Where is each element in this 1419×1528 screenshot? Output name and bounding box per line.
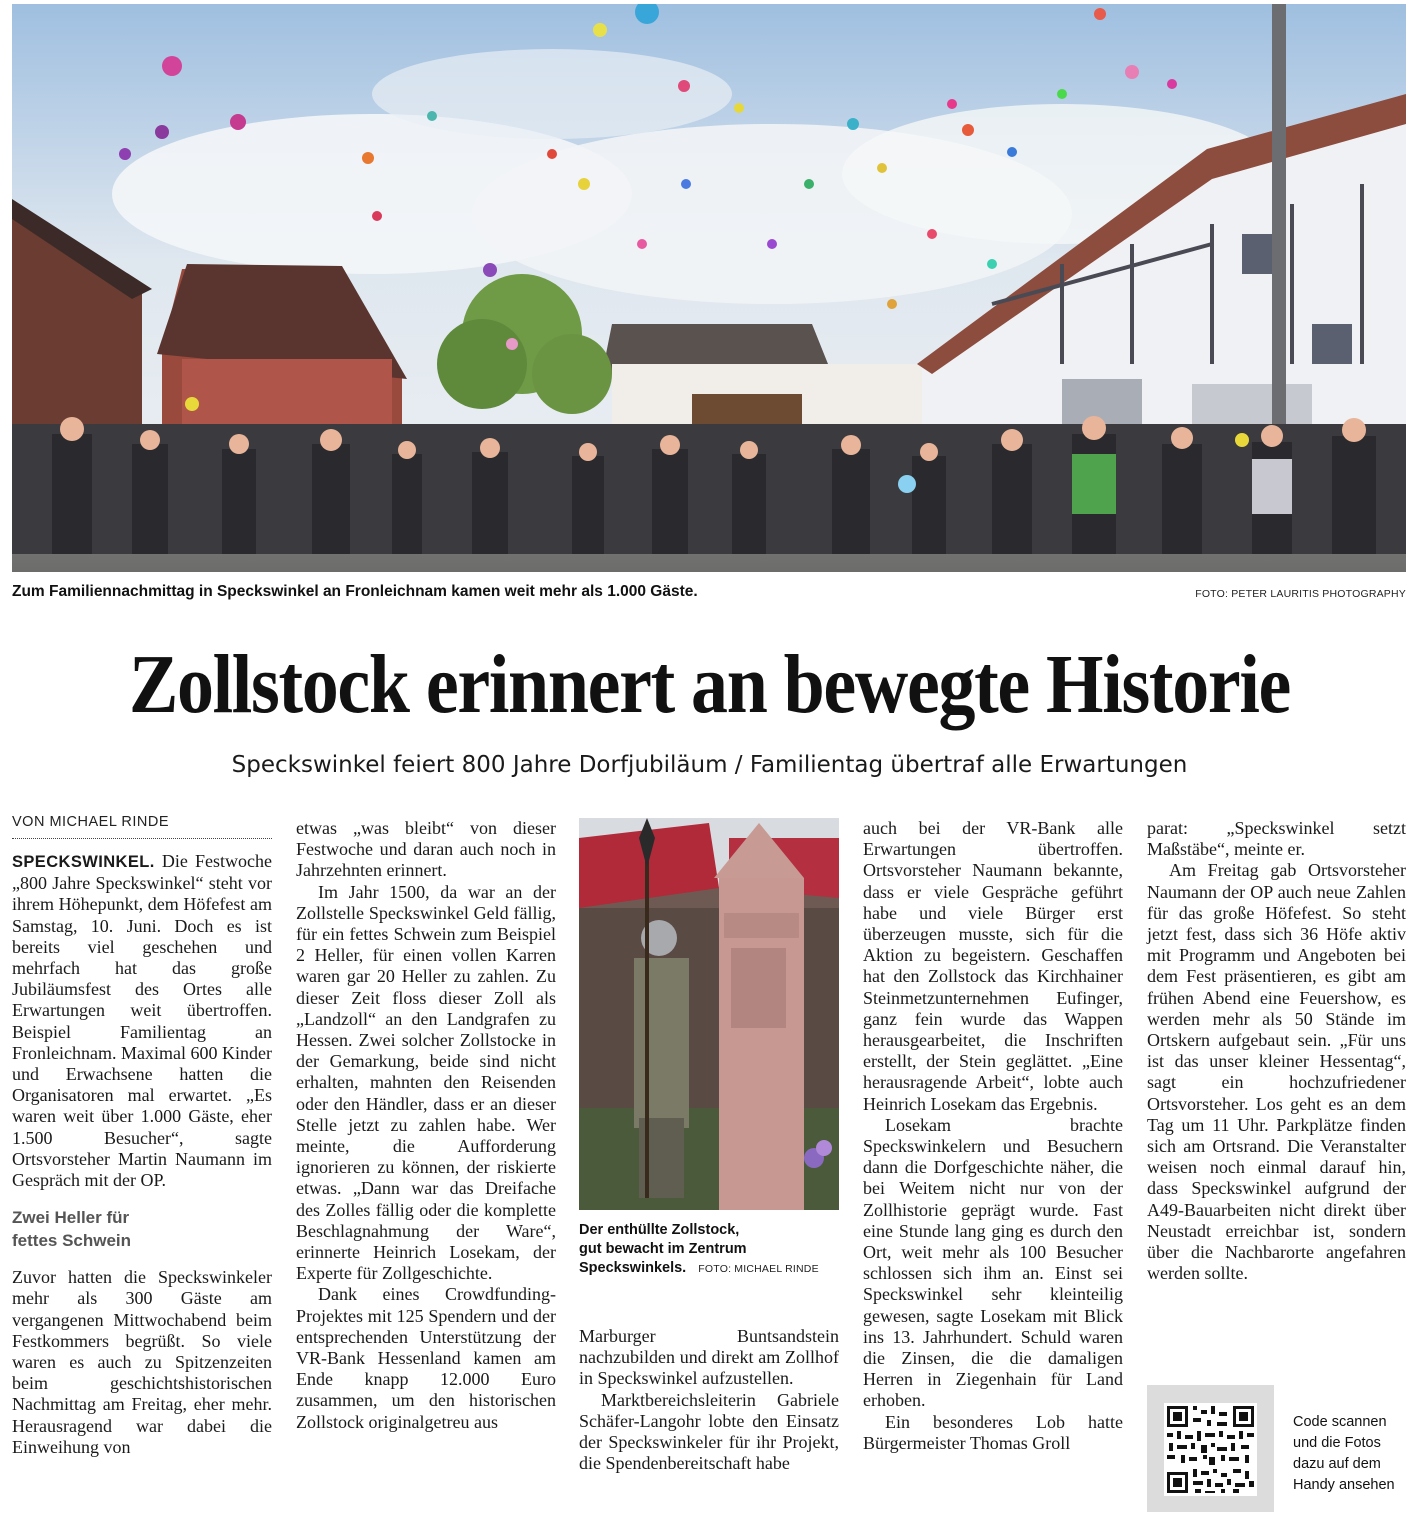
caption-line-1: Der enthüllte Zollstock,	[579, 1222, 740, 1238]
subheadline: Speckswinkel feiert 800 Jahre Dorfjubiläum / Familientag übertraf alle Erwartungen	[231, 752, 1188, 778]
paragraph: Am Freitag gab Ortsvorsteher Naumann der OP auch neue Zahlen für das große Höfefest. So steht jetzt fest, dass sich 36 Höfe aktiv mit Programm und Angeboten bei dem Fest präsentieren, es gibt am frühen Abend eine Feuershow, es werden mehr als 50 Stände im Ortskern aufgebaut sein. „Für uns ist das unser kleiner Hessentag“, sagt ein hochzufriedener Ortsvorsteher. Los geht es an dem Tag um 11 Uhr. Parkplätze finden sich am Ortsrand. Die Veranstalter weisen noch einmal darauf hin, dass Speckswinkel aufgrund der A49-Bauarbeiten nicht direkt über Neustadt erreichbar ist, sondern über die Nachbarorte angefahren werden sollte.	[1147, 860, 1406, 1284]
headline: Zollstock erinnert an bewegte Historie	[128, 638, 1291, 731]
section-subheading-line-1: Zwei Heller für	[12, 1208, 130, 1228]
qr-line-1: Code scannen	[1293, 1414, 1387, 1430]
column-1-text-2	[12, 1267, 272, 1458]
zollstock-photo	[579, 818, 839, 1210]
photo-credit: FOTO: PETER LAURITIS PHOTOGRAPHY	[1195, 588, 1406, 600]
qr-instructions	[1293, 1412, 1395, 1496]
qr-line-4: Handy ansehen	[1293, 1477, 1395, 1493]
qr-code-icon	[1147, 1385, 1274, 1512]
paragraph: Marktbereichsleiterin Gabriele Schäfer-Langohr lobte den Einsatz der Speckswinkeler für ihr Projekt, die Spendenbereitschaft habe	[579, 1389, 839, 1474]
column-2	[296, 818, 556, 1433]
qr-line-3: dazu auf dem	[1293, 1456, 1381, 1472]
zollstock-photo-illustration	[579, 818, 839, 1210]
paragraph: Im Jahr 1500, da war an der Zollstelle Speckswinkel Geld fällig, für ein fettes Schwein zum Beispiel 2 Heller, für einen vollen Karren waren gar 20 Heller zu zahlen. Zu dieser Zeit floss dieser Zoll als „Landzoll“ an den Landgrafen zu Hessen. Zwei solcher Zollstocke in der Gemarkung, beide sind nicht erhalten, mahnten den Reisenden oder den Händler, dass er an dieser Stelle jetzt zu zahlen habe. Wer meinte, die Aufforderung ignorieren zu können, der riskierte etwas. „Dann war das Dreifache des Zolles fällig oder die komplette Beschlagnahmung der Ware“, erinnerte Heinrich Losekam, der Experte für Zollgeschichte.	[296, 881, 556, 1284]
paragraph: Zuvor hatten die Speckswinkeler mehr als 300 Gäste am vergangenen Mittwochabend beim Festkommers begrüßt. So viele waren es auch zu Spitzenzeiten beim geschichtshistorischen Nachmittag am Freitag, eher mehr. Herausragend war dabei die Einweihung von	[12, 1267, 272, 1457]
column-1	[12, 814, 272, 1458]
section-subheading-line-2: fettes Schwein	[12, 1231, 132, 1251]
caption-line-2: gut bewacht im Zentrum	[579, 1241, 747, 1257]
paragraph: Dank eines Crowdfunding-Projektes mit 125 Spendern und der entsprechenden Unterstützung der VR-Bank Hessenland kamen am Ende knapp 12.000 Euro zusammen, um den historischen Zollstock originalgetreu aus	[296, 1284, 556, 1432]
paragraph: Ein besonderes Lob hatte Bürgermeister Thomas Groll	[863, 1411, 1123, 1453]
paragraph: Losekam brachte Speckswinkelern und Besuchern dann die Dorfgeschichte näher, die bei Weitem nicht nur von der Zollhistorie geprägt wurde. Fast eine Stunde lang ging es durch den Ort, weit mehr als 100 Besucher schlossen sich ihm an. Einst sei Speckswinkel sehr kleinteilig gewesen, sagte Losekam mit Blick ins 13. Jahrhundert. Schuld waren die Zinsen, die die damaligen Herren in Ziegenhain für Land erhoben.	[863, 1114, 1123, 1411]
column-4	[863, 818, 1123, 1454]
intro-text: Die Festwoche „800 Jahre Speckswinkel“ steht vor ihrem Höhepunkt, dem Höfefest am Samstag, 10. Juni. Doch es ist bereits viel geschehen und mehrfach hat das große Jubiläumsfest des Ortes alle Erwartungen weit übertroffen. Beispiel Familientag an Fronleichnam. Maximal 600 Kinder und Erwachsene hatten die Organisatoren mal erwartet. „Es waren weit über 1.000 Gäste, eher 1.500 Besucher“, sagte Ortsvorsteher Martin Naumann im Gespräch mit der OP.	[12, 851, 272, 1191]
byline: VON MICHAEL RINDE	[12, 814, 272, 839]
qr-code-box	[1147, 1385, 1274, 1512]
caption-line-3-text: Speckswinkels.	[579, 1260, 687, 1276]
paragraph: parat: „Speckswinkel setzt Maßstäbe“, meinte er.	[1147, 818, 1406, 860]
column-5	[1147, 818, 1406, 1284]
section-subheading	[12, 1206, 272, 1252]
column-3	[579, 1326, 839, 1474]
intro-paragraph	[12, 851, 272, 1191]
qr-line-2: und die Fotos	[1293, 1435, 1381, 1451]
column-1-text	[12, 851, 272, 1191]
caption-line-3	[579, 1259, 841, 1279]
paragraph: Marburger Buntsandstein nachzubilden und direkt am Zollhof in Speckswinkel aufzustellen.	[579, 1326, 839, 1389]
zollstock-photo-credit: FOTO: MICHAEL RINDE	[698, 1263, 819, 1275]
hero-photo-illustration	[12, 4, 1406, 572]
paragraph: etwas „was bleibt“ von dieser Festwoche und daran auch noch in Jahrzehnten erinnert.	[296, 818, 556, 881]
paragraph: auch bei der VR-Bank alle Erwartungen übertroffen. Ortsvorsteher Naumann bekannte, dass er viele Gespräche geführt habe und viele Bürger erst überzeugen musste, sich für die Aktion zu begeistern. Geschaffen hat den Zollstock das Kirchhainer Steinmetzunternehmen Eufinger, ganz fein wurde das Wappen herausgearbeitet, die Inschriften erstellt, der Stein geglättet. „Eine herausragende Arbeit“, lobte auch Heinrich Losekam das Ergebnis.	[863, 818, 1123, 1114]
photo-caption: Zum Familiennachmittag in Speckswinkel an Fronleichnam kamen weit mehr als 1.000 Gäste.	[12, 583, 698, 600]
zollstock-photo-caption	[579, 1221, 841, 1279]
dateline: SPECKSWINKEL.	[12, 853, 155, 871]
hero-photo	[12, 4, 1406, 572]
